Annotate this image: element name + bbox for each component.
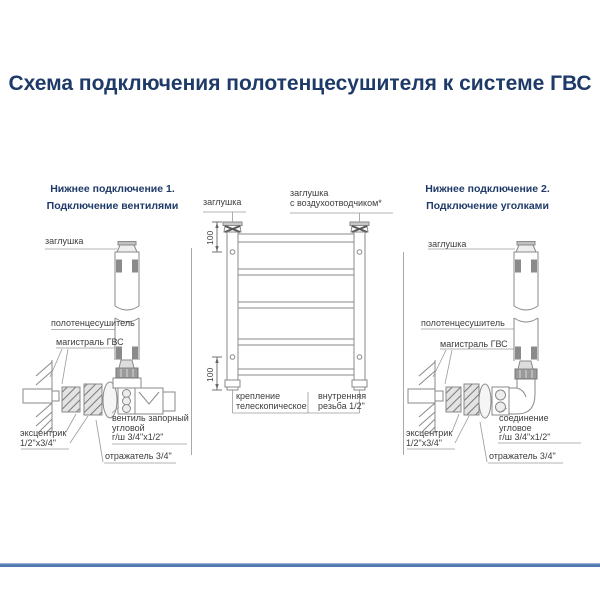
right-corner-line3: г/ш 3/4"x1/2" <box>499 432 551 442</box>
rail-rungs <box>238 234 354 375</box>
right-corner-line1: соединение <box>499 413 549 423</box>
center-mount-label <box>236 391 307 411</box>
left-center-divider <box>191 248 192 455</box>
rail-posts <box>225 232 367 390</box>
reflector-cup <box>479 384 491 418</box>
left-valve-line2: угловой <box>112 422 145 433</box>
left-towel-rail-label: полотенцесушитель <box>51 318 135 328</box>
left-panel-heading-1: Нижнее подключение 1. <box>50 183 175 195</box>
page-title: Схема подключения полотенцесушителя к системе ГВС <box>8 72 592 95</box>
center-mount-line1: крепление <box>236 391 281 401</box>
eccentric-fitting <box>446 384 479 415</box>
eccentric-fitting <box>62 384 102 415</box>
left-reflector-label: отражатель 3/4" <box>105 451 172 461</box>
center-thread-label <box>318 391 366 411</box>
right-towel-rail-label: полотенцесушитель <box>421 318 505 328</box>
left-valve-label <box>112 414 189 443</box>
rail-plug-left <box>223 222 242 232</box>
dimension-top-value: 100 <box>205 230 215 245</box>
hws-main-pipe <box>23 389 59 403</box>
footer-divider-line <box>0 563 600 567</box>
center-mount-line2: телескопическое <box>236 401 307 411</box>
left-panel-heading-2: Подключение вентилями <box>46 200 179 212</box>
left-valve-line3: г/ш 3/4"х1/2" <box>112 432 164 442</box>
right-hws-main-label: магистраль ГВС <box>440 339 508 349</box>
center-air-vent-plug-label <box>290 188 382 208</box>
left-eccentric-line2: 1/2"x3/4" <box>20 437 56 448</box>
center-air-vent-line1: заглушка <box>290 188 329 198</box>
top-plug <box>516 242 536 253</box>
right-panel-heading-2: Подключение уголками <box>426 200 549 212</box>
corner-union-nut <box>492 387 509 415</box>
center-thread-line1: внутренняя <box>318 391 367 401</box>
right-plug-label: заглушка <box>428 239 467 249</box>
hws-main-pipe <box>408 389 443 403</box>
right-corner-line2: угловое <box>499 422 532 433</box>
left-eccentric-label <box>20 429 66 448</box>
right-eccentric-line2: 1/2"x3/4" <box>406 437 442 448</box>
center-air-vent-line2: с воздухоотводчиком* <box>290 198 382 208</box>
left-hws-main-label: магистраль ГВС <box>56 337 124 347</box>
top-plug <box>117 242 137 253</box>
right-eccentric-line1: эксцентрик <box>406 428 453 438</box>
right-corner-label <box>499 414 550 443</box>
center-thread-line2: резьба 1/2" <box>318 401 365 411</box>
towel-rail-riser <box>514 252 538 361</box>
left-valve-line1: вентиль запорный <box>112 413 189 423</box>
left-plug-label: заглушка <box>45 236 84 246</box>
rail-plug-air-vent <box>350 222 369 232</box>
left-eccentric-line1: эксцентрик <box>20 428 67 438</box>
center-plug-label: заглушка <box>203 197 242 207</box>
dimension-bottom-value: 100 <box>205 367 215 382</box>
mounting-holes <box>230 250 362 360</box>
plug-leader-lines <box>203 212 393 222</box>
right-eccentric-label <box>406 429 452 448</box>
right-reflector-label: отражатель 3/4" <box>489 451 556 461</box>
corner-elbow-fitting <box>509 361 537 414</box>
valve-union-nut <box>118 388 135 414</box>
center-right-divider <box>403 252 404 455</box>
right-panel-heading-1: Нижнее подключение 2. <box>425 183 550 195</box>
center-diagram-towel-rail <box>200 210 400 420</box>
